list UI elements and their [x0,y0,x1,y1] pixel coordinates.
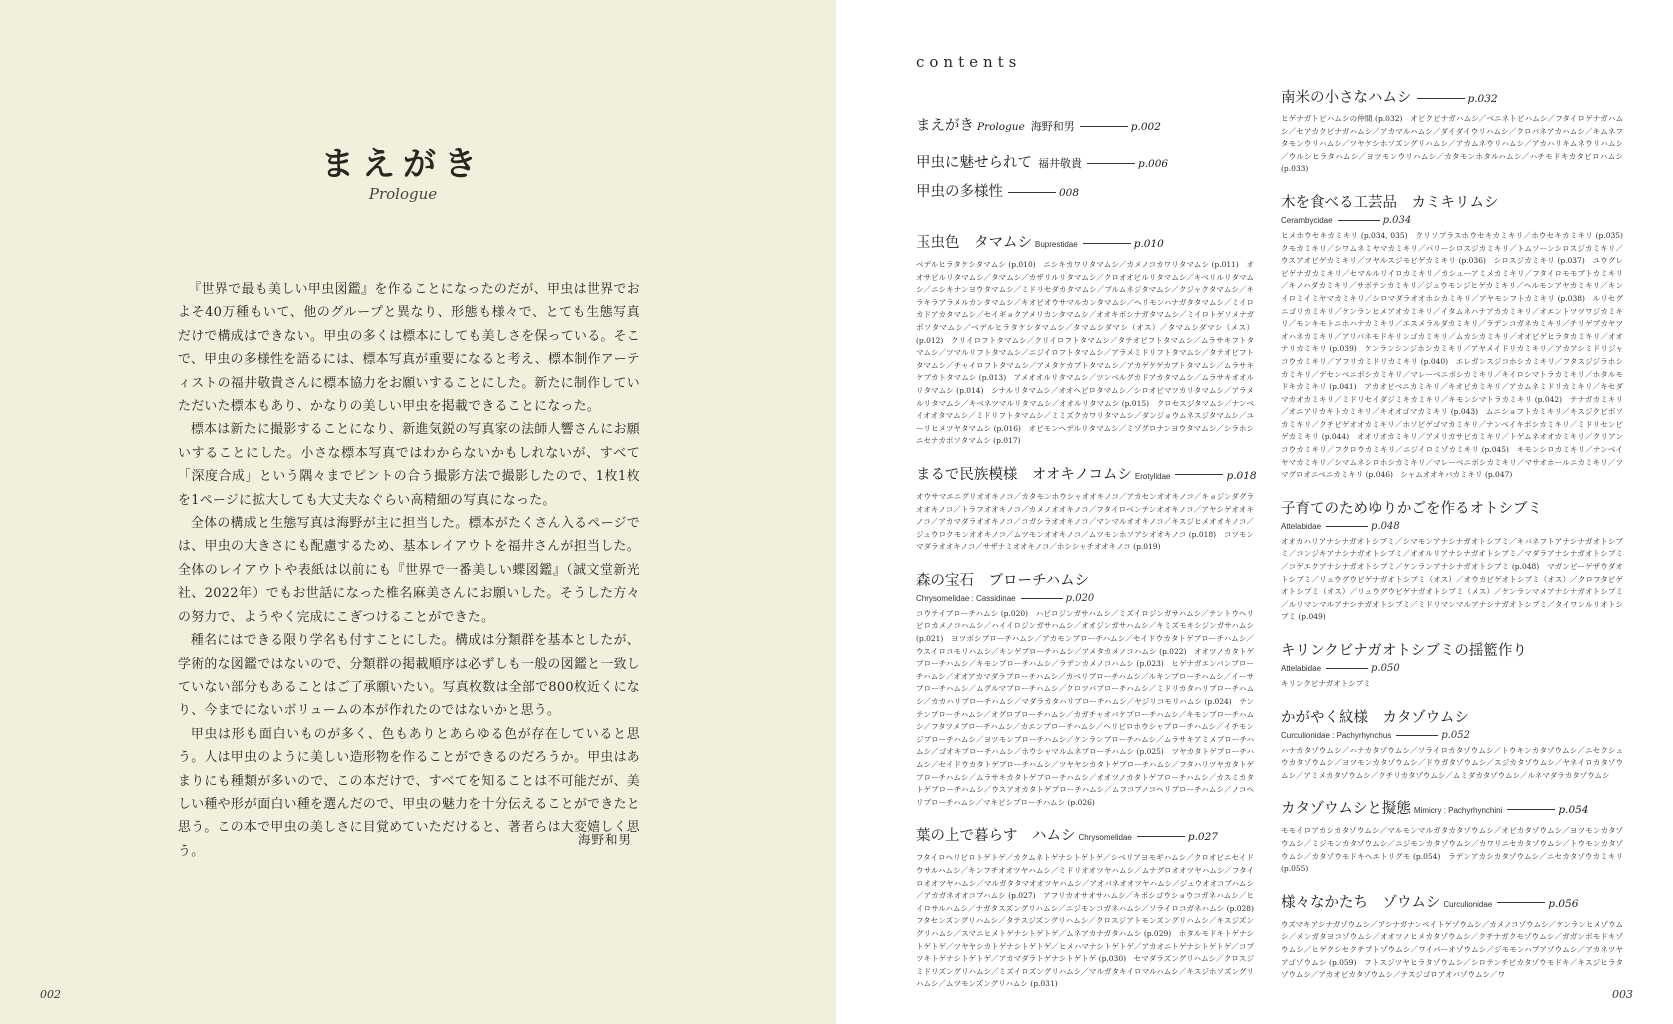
prologue-author: 海野和男 [578,832,633,847]
toc-entry-page: p.006 [1138,158,1169,170]
section-species-list: オオカハリアナシナガオトシブミ／シマモンアナシナガオトシブミ／キバネフトアナシナガオトシブミ／コンジキアナシナガオトシブミ／オオルリアナシナガオトシブミ／マダラアナシナガオトシブミ／コゲエクアナシナガオトシブミ／ケンランアナシナガオトシブミ (p.048) マガンビーゲザウダオトシブミ／リュウグウビゲナガオトシブミ（オス）／オウカビゲオトシブミ（オス）／クロフタビゲオトシブミ（オス）／リュウグウビゲナガオトシブミ（メス）／ケンランマメアナシナガオトシブミ／ルリマンマルアナシナガオトシブミ／ミドリマンマルアナシナガオトシブミ／タイワンルリオトシブミ (p.049) [1281,536,1623,622]
section-family: Curculionidae [1443,899,1493,909]
prologue-body [178,278,640,863]
section-species-list: ウズマキアシナガゾウムシ／アシナガナンベイトゲゾウムシ／カメノコゾウムシ／ケンランヒメゾウムシ／メンガタヨコゾウムシ／オオツノヒメカタゾウムシ／クチナガクモゾウムシ／ガガンボモドキゾウムシ／ヒゲクシセクチブトゾウムシ／ワイパーオゾウムシ／ジモモンハブアゾウムシ／アカネツヤアゴゾウムシ (p.059) フトスジツヤヒラタゾウムシ／シロテンチビカタゾウモドキ／キスジヒラタゾウムシ／アカオビカタゾウムシ／テスジゴロアオバゾウムシ／ワ [1281,919,1623,980]
leader-line [1417,98,1465,99]
section-family: Attelabidae [1281,521,1322,531]
contents-heading: contents [916,53,1022,71]
section-species-list: キリンクビナガオトシブミ [1281,679,1371,688]
prologue-subtitle: Prologue [368,185,438,203]
section-family: Attelabidae [1281,664,1322,673]
prologue-paragraph: 種名にはできる限り学名も付すことにした。構成は分類群を基本としたが、学術的な図鑑ではないので、分類群の掲載順序は必ずしも一般の図鑑と一致していない部分もあることはご了承願いたい。写真枚数は全部で800枚近くになり、今までにないボリュームの本が作れたのではないかと思う。 [178,633,640,719]
left-page [0,0,836,1024]
section-species-list: モモイロアカシカタゾウムシ／マルモンマルガタカタゾウムシ／オビカタゾウムシ／ヨツモンカタゾウムシ／ミジモンカタゾウムシ／ニジモンカタゾウムシ／カワリニセカタゾウムシ／トウモンカタゾウムシ／カタゾウモドキヘエトリグモ (p.054) ラデンアカシカタゾウムシ／ニセカタゾウカミキリ (p.055) [1281,826,1623,874]
section-title: 子育てのためゆりかごを作るオトシブミ [1281,500,1542,517]
section-family: Curculionidae : Pachyrhynchus [1281,730,1392,740]
toc-section-pachyrhynchus[interactable] [1281,707,1623,783]
contents-column-left [916,115,1262,1007]
leader-line [1008,192,1056,193]
toc-section-mimicry[interactable] [1281,798,1623,875]
section-family: Erotylidae [1134,471,1171,481]
section-title: 玉虫色 タマムシ [916,235,1032,251]
leader-line [1338,220,1380,221]
section-title: 木を食べる工芸品 カミキリムシ [1281,194,1499,211]
section-page: p.027 [1187,831,1218,844]
section-page: p.050 [1371,663,1400,674]
section-species-list: オウサマエニグリオオキノコ／カタモンホウシャオオキノコ／アカセンオオキノコ／キョジンダグラオオキノコ／トラフオオキノコ／カメノオオキノコ／フタイロベンテンオオキノコ／アヤシゲオオキノコ／アカマダラオオキノコ／コガシラオオキノコ／マンマルオオキノコ／キスジヒメオオキノコ／ジュウロクモンオオキノコ／ムツモンオオキノコ／ムツモンホソアシオオキノコ (p.018) コツモンマダラオオキノコ／サザナミオオキノコ／ホシシャチオオキノコ (p.019) [916,491,1254,552]
section-page: p.020 [1065,592,1095,604]
leader-line [1497,902,1545,903]
toc-entry-author: 福井敬貴 [1038,157,1082,170]
section-species-list: コウテイブローチハムシ (p.020) ハビロジンガサハムシ／ミズイロジンガサハムシ／テントウヘリビロカメノコハムシ／ハイイロジンガサハムシ／オオジンガサハムシ／キミズモキシジンガサハムシ (p.021) ヨツボシブローチハムシ／アカモンブローチハムシ／セイドウカタトゲブローチハムシ／ウスイロコモリハムシ／キンゲブローチハムシ／アメタカメノコハムシ (p.022) オオツノカタトゲブローチハムシ／キモンブローチハムシ／ラデンカメノコハムシ (p.023) ヒゲナガエンバンブローチハムシ／オオアカマダラブローチハムシ／カベリブローチハムシ／ルキンブローチハムシ／イーサブローチハムシ／ムグルマブローチハムシ／クロツバブローチハムシ／ミドリカタハリブローチハムシ／カカハリブローチハムシ／マダラカタハリブローチハムシ／ヤジリコモリハムシ (p.024) テンテンブローチハムシ／オグロブローチハムシ／カガチャオバケブローチハムシ／キモンブローチハムシ／フタツメブローチハムシ／カエンブローチハムシ／ヘリビロホウシャブローチハムシ／イチモンジブローチハムシ／ヨツモンブローチハムシ／ケンランブローチハムシ／ムラサキアミメブローチハムシ／ゴオキブローチハムシ／ホウシャマルムネブローチハムシ (p.025) ツヤカタトゲブローチハムシ／セイドウカタトゲブローチハムシ／ツヤヤシカタトゲブローチハムシ／フタハリツヤカタトゲブローチハムシ／ムラサキカタトゲブローチハムシ／オオツノカタトゲブローチハムシ／カスミカタトゲブローチハムシ／ウスアオカタトゲブローチハムシ／ムフコブノコヘリブローチハムシ／ノコヘリブローチハムシ／マキビシブローチハムシ (p.026) [916,608,1254,807]
section-title: 南米の小さなハムシ [1281,90,1412,106]
section-title: 様々なかたち ゾウムシ [1281,894,1441,911]
leader-line [1507,809,1555,810]
leader-line [1326,526,1368,527]
toc-section-small-leaf-beetles[interactable] [1281,87,1623,176]
section-title: カタゾウムシと擬態 [1281,801,1411,818]
right-page [836,0,1673,1024]
leader-line [1087,163,1135,164]
section-title: かがやく紋様 カタゾウムシ [1281,709,1469,726]
toc-entry-title: 甲虫に魅せられて [916,155,1032,171]
leader-line [1083,243,1131,244]
section-species-list: ベデルヒラタケシタマムシ (p.010) ニシキカワリタマムシ／カメノコカワリタマムシ (p.011) オオサビルリタマムシ／タマムシ／カザリルリタマムシ／クロオオビルリタマムシ／キベリルリタマムシ／ニシキナンヨウタマムシ／ミドリセダカタマムシ／ブルムネジタマムシ／クジャクタマムシ／キラキラアラメルカンタマムシ／キオビオウサマルカンタマムシ／ヘリモンハナガタタマムシ／ミイロカドアカタマムシ／セイギョクアメリカンタマムシ／オオキボシナガタマムシ／ミイロトゲソメナガボソタマムシ／ベデルヒラタケシタマムシ／タマムシダマシ（オス）／タマムシダマシ（メス）(p.012) クリイロフトタマムシ／クリイロフトタマムシ／タテオビフトタマムシ／ムラサキフトタマムシ／ツマルリフトタマムシ／ニジイロフトタマムシ／アラメミドリフトタマムシ／タテオビフトタマムシ／チャイロフトタマムシ／アメタケカブトタマムシ／アカゲケゲカブトタマムシ／ムラサキケブカトタマムシ (p.013) アメオオルリタマムシ／ツンベルグカドアカタマムシ／ムラサキオオルリタマムシ (p.014) シナルリタマムシ／オオヘビロタマムシ／シロオビマツカリタマムシ／アラメルリタマムシ／キベネツマルリタマムシ／オオルリタマムシ (p.015) クロセスジタマムシ／ナンベイオオタマムシ／ミドリフトタマムシ／ミミズクカワリタマムシ／ダンジョウムネスジタマムシ／ユーリヒメツヤタマムシ (p.016) オビモンヘデルリタマムシ／ミゾグロナンヨウタマムシ／シラホシニセナカボソタマムシ (p.017) [916,260,1254,446]
toc-section-chrysomelidae[interactable] [916,825,1262,991]
section-page: p.018 [1226,469,1257,482]
toc-section-buprestidae[interactable] [916,232,1254,448]
leader-line [1137,836,1185,837]
section-family: Mimicry : Pachyrhynchini [1413,806,1503,816]
toc-entry-prologue[interactable] [916,115,1254,138]
leader-line [1080,126,1128,127]
toc-section-cassidinae[interactable] [916,570,1254,810]
prologue-paragraph: 甲虫は形も面白いものが多く、色もありとあらゆる色が存在していると思う。人は甲虫のように美しい造形物を作ることができるのだろうか。甲虫はあまりにも種類が多いので、この本だけで、すべてを知ることは不可能だが、美しい種や形が面白い種を選んだので、甲虫の魅力を十分伝えることができたと思う。この本で甲虫の美しさに目覚めていただけると、著者らは大変嬉しく思う。 [178,726,640,859]
section-title: まるで民族模様 オオキノコムシ [916,466,1132,483]
section-page: p.034 [1382,214,1412,226]
section-page: p.056 [1548,897,1579,910]
toc-section-erotylidae[interactable] [916,464,1257,554]
toc-entry-title: まえがき [916,118,974,134]
section-page: p.052 [1441,729,1470,741]
section-species-list: ヒゲナガトビハムシの仲間 (p.032) オビクビナガハムシ／ベニネトビハムシ／フタイロゲナガハムシ／セアカクビナガハムシ／アカマルハムシ／ダイダイウリハムシ／クロバネアカハムシ／キムネフタモンウリハムシ／ツヤケシホソズングリハムシ／アカムネウリハムシ／アカハリキムネウリハムシ／ウルシヒラタハムシ／ヨツモンウリハムシ／カタモンホタルハムシ／ハチモドキカタビロハムシ (p.033) [1281,114,1623,174]
toc-section-attelabidae[interactable] [1281,498,1623,624]
section-title: 森の宝石 ブローチハムシ [916,572,1090,589]
prologue-paragraph: 『世界で最も美しい甲虫図鑑』を作ることになったのだが、甲虫は世界でおよそ40万種もいて、他のグループと異なり、形態も様々で、とても生態写真だけで構成はできない。甲虫の多くは標本にしても美しさを保っている。そこで、甲虫の多様性を語るには、標本写真が重要になると考え、標本制作アーティストの福井敬貴さんに標本協力をお願いすることにした。新たに制作していただいた標本もあり、かなりの美しい甲虫を掲載できることになった。 [178,282,640,415]
section-species-list: フタイロヘリビロトゲトゲ／カクムネトゲナシトゲトゲ／シベリアヨモギハムシ／クロオビニセイドウサルハムシ／キンフチオオツヤハムシ／ミドリオオツヤハムシ／ムナグロオオツヤハムシ／フタイロオオツヤハムシ／マルガタタマオオツヤハムシ／アオバネオオツヤハムシ／ジュウオオコブハムシ／アカガネオオコブハムシ (p.027) アフリカオサオサハムシ／キボシゴウショウコガネハムシ／ヒイロサルハムシ／ナガタスズングリハムシ／ニジモンコガネハムシ／ソライロコガネハムシ (p.028) フタセンズングリハムシ／タテスジズングリハムシ／クロスジアトモンズングリハムシ／キスジズングリハムシ／スマニヒメトゲナシトゲトゲ／ムネアカナガタハムシ (p.029) ホタルモドキトゲナシトゲトゲ／ツヤヤシカトゲナシトゲトゲ／ヒメハマナシトゲトゲ／アカオニトゲナシトゲトゲ／コブツキトゲナシトゲトゲ／アカマダラトゲナシトゲトゲ (p.030) セマダラズングリハムシ／クロスジミドリズングリハムシ／ミズイロズングリハムシ／マルガタキイロマルハムシ／キスジホソズングリハムシ／ムツモンズングリハムシ (p.031) [916,853,1262,989]
toc-entry-page: p.002 [1130,121,1161,133]
toc-section-cerambycidae[interactable] [1281,192,1631,482]
toc-entry-diversity[interactable] [916,181,1254,204]
section-page: p.054 [1558,804,1589,817]
section-title: 葉の上で暮らす ハムシ [916,828,1076,845]
section-species-list: ヒメホウセキカミキリ (p.034, 035) クリソプラスホウセキカミキリ／ホウセキカミキリ (p.035) クモカミキリ／シワムネミヤマカミキリ／パリーシロスジカミキリ／トムソーンシロスジカミキリ／ウスアオビゲカミキリ／ツヤルスジモビゲカミキリ (p.036) シロスジカミキリ (p.037) ユウグレビゲナガカミキリ／セマルルリイロカミキリ／カシューアミメカミキリ／フタイロモモブトカミキリ／キノハダカミキリ／サボテンカミキリ／ジュウモンジヒゲカミキリ／ヘルモンアヤカミキリ／キンイロミイミヤマカミキリ／シロマダラオオホシカミキリ／アヤモンフトカミキリ (p.038) ルリセグニゴリカミキリ／ケンランヒメアオカミキリ／イタムネハナアカカミキリ／オエントツツワジカミキリ／モンキモトニホハナカミキリ／エスメラルダカミキリ／ラデンコガネカミキリ／チリゲブカヤツオハネカミキリ／アリバネモドキリンゴカミキリ／ムカシカミキリ／オオビゲヒラタカミキリ／オオナリカミキリ (p.039) ケンランシンジホシカミキリ／アヤメイドリカミキリ／アカアシミドリジャコウカミキリ／アフリカミドリカミキリ (p.040) エレガンスジコホシカミキリ／フタスジジラホシカミキリ／デセンベニボシカミキリ／マレーベニボシカミキリ／キイロシマトラカミキリ／ホタルモドキカミキリ (p.041) アカオビベニカミキリ／キオビカミキリ／アカムネミドリカミキリ／キセダマカオカミキリ／ミドリセイダジミキカミキリ／キモンシマトラカミキリ (p.042) テナガカミキリ／オニアリカキトカミキリ／キオオゴマカミキリ (p.043) ムニショフトカミキリ／キスジクビボソカミキリ／クチビゲオオカミキリ／ホソビゲゴマカミキリ／ナンベイキボシカミキリ／ミドリセンビゲカミキリ (p.044) オオリオカミキリ／アメリカサビカミキリ／トゲムネオオカミキリ／クリアンコウカミキリ／フクロウカミキリ／ニジイロミゾカミキリ (p.045) キモンシロカミキリ／ナンベイヤマカミキリ／シマムネシロホシカミキリ／マレーベニボシカミキリ／マサオホールニカミキリ／ツマグロオニベニカミキリ (p.046) シャムオオキバカミキリ (p.047) [1281,230,1631,480]
toc-entry-english: Prologue [977,121,1025,133]
leader-line [1396,735,1438,736]
section-family: Cerambycidae [1281,215,1333,225]
prologue-paragraph: 全体の構成と生態写真は海野が主に担当した。標本がたくさん入るページでは、甲虫の大きさにも配慮するため、基本レイアウトを福井さんが担当した。全体のレイアウトや表紙は以前にも『世界で一番美しい蝶図鑑』（誠文堂新光社、2022年）でもお世話になった椎名麻美さんにお願いした。そうした方々の努力で、ようやく完成にこぎつけることができた。 [178,516,640,625]
toc-entry-page: 008 [1059,187,1080,199]
toc-entry-title: 甲虫の多様性 [916,184,1003,200]
toc-entry-author: 海野和男 [1030,120,1075,133]
page-number-left: 002 [40,988,61,1001]
section-family: Chrysomelidae : Cassidinae [916,593,1016,603]
section-page: p.010 [1133,238,1164,250]
toc-section-giraffe-weevil[interactable] [1281,640,1623,691]
page-number-right: 003 [1612,988,1633,1001]
leader-line [1326,668,1368,669]
prologue-paragraph: 標本は新たに撮影することになり、新進気鋭の写真家の法師人響さんにお願いすることにした。小さな標本写真ではわからないかもしれないが、すべて「深度合成」という隅々までピントの合う撮影方法で撮影したので、1枚1枚を1ページに拡大しても大丈夫なぐらい高精細の写真になった。 [178,422,640,508]
leader-line [1175,474,1223,475]
section-species-list: ハナカタゾウムシ／ハナカタゾウムシ／ソライロカタゾウムシ／トウキンカタゾウムシ／ニセクシュウカタゾウムシ／ヨツモンカタゾウムシ／ドウガタゾウムシ／スジカタゾウムシ／ヤネイロカタゾウムシ／アミメカタゾウムシ／クチリカタゾウムシ／ムミダカタゾウムシ／ルネマダラカタゾウムシ [1281,745,1623,780]
toc-entry-fascinated[interactable] [916,152,1254,175]
toc-section-curculionidae[interactable] [1281,892,1623,982]
section-page: p.048 [1371,520,1400,532]
leader-line [1021,598,1063,599]
prologue-title: まえがき [321,144,485,183]
section-family: Buprestidae [1035,240,1078,249]
section-family: Chrysomelidae [1078,833,1132,843]
section-page: p.032 [1467,93,1498,105]
section-title: キリンクビナガオトシブミの揺籃作り [1281,643,1527,659]
